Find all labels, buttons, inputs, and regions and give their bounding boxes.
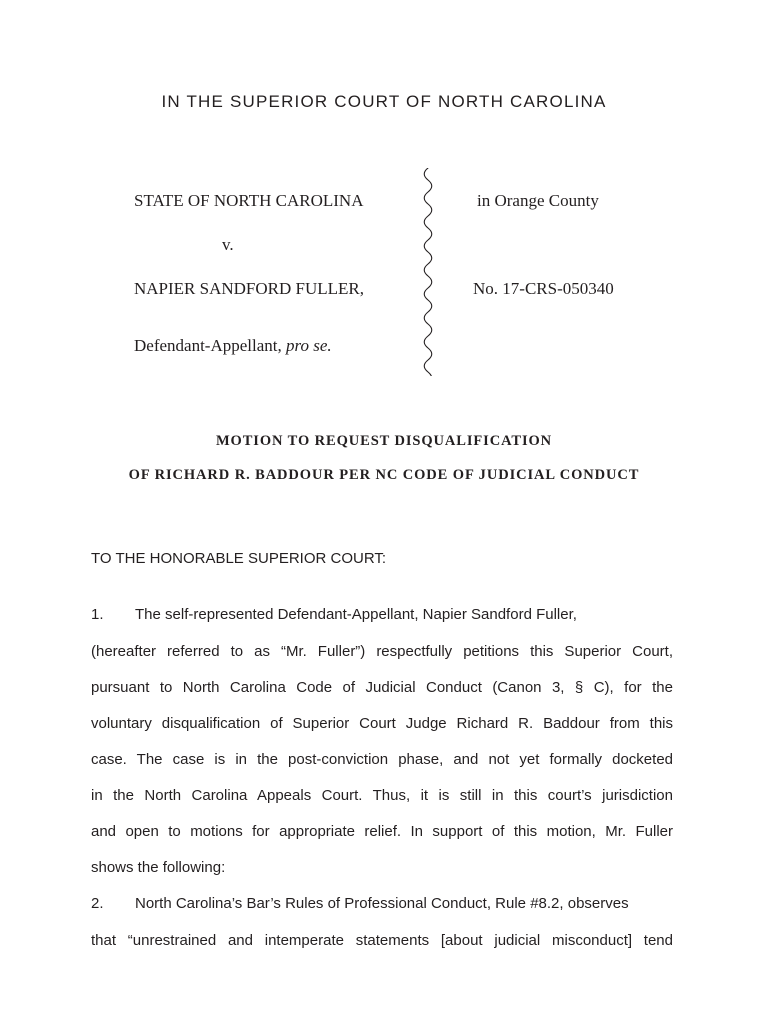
paragraph-1-line-4: voluntary disqualification of Superior Court Judge Richard R. Baddour from this — [91, 715, 673, 732]
paragraph-2-line-2: that “unrestrained and intemperate statements [about judicial misconduct] tend — [91, 932, 673, 949]
caption-divider-line — [424, 168, 432, 376]
motion-title-line-1: MOTION TO REQUEST DISQUALIFICATION — [215, 433, 553, 449]
paragraph-number: 2. — [91, 895, 104, 912]
court-heading: IN THE SUPERIOR COURT OF NORTH CAROLINA — [161, 92, 607, 111]
paragraph-1-line-6: in the North Carolina Appeals Court. Thus, it is still in this court’s jurisdiction — [91, 787, 673, 804]
defendant-role — [134, 336, 332, 356]
paragraph-text: The self-represented Defendant-Appellant, Napier Sandford Fuller, — [135, 606, 577, 623]
paragraph-1-line-2: (hereafter referred to as “Mr. Fuller”) respectfully petitions this Superior Court, — [91, 643, 673, 660]
paragraph-1-line-3: pursuant to North Carolina Code of Judicial Conduct (Canon 3, § C), for the — [91, 679, 673, 696]
pro-se-text: pro se. — [286, 336, 332, 355]
caption-divider — [419, 168, 437, 376]
party-state: STATE OF NORTH CAROLINA — [134, 191, 364, 210]
case-number: No. 17-CRS-050340 — [473, 279, 614, 298]
paragraph-1-line-1 — [91, 605, 673, 625]
salutation: TO THE HONORABLE SUPERIOR COURT: — [91, 550, 387, 567]
defendant-role-text: Defendant-Appellant, — [134, 336, 282, 355]
party-defendant: NAPIER SANDFORD FULLER, — [134, 279, 364, 298]
paragraph-text: North Carolina’s Bar’s Rules of Professional Conduct, Rule #8.2, observes — [135, 895, 629, 912]
versus: v. — [222, 235, 234, 254]
paragraph-1-line-7: and open to motions for appropriate relief. In support of this motion, Mr. Fuller — [91, 823, 673, 840]
county: in Orange County — [477, 191, 599, 210]
paragraph-1-line-5: case. The case is in the post-conviction phase, and not yet formally docketed — [91, 751, 673, 768]
paragraph-1-line-8: shows the following: — [91, 859, 226, 876]
paragraph-2-line-1 — [91, 894, 673, 914]
motion-title-line-2: OF RICHARD R. BADDOUR PER NC CODE OF JUDICIAL CONDUCT — [128, 467, 640, 483]
paragraph-number: 1. — [91, 606, 104, 623]
